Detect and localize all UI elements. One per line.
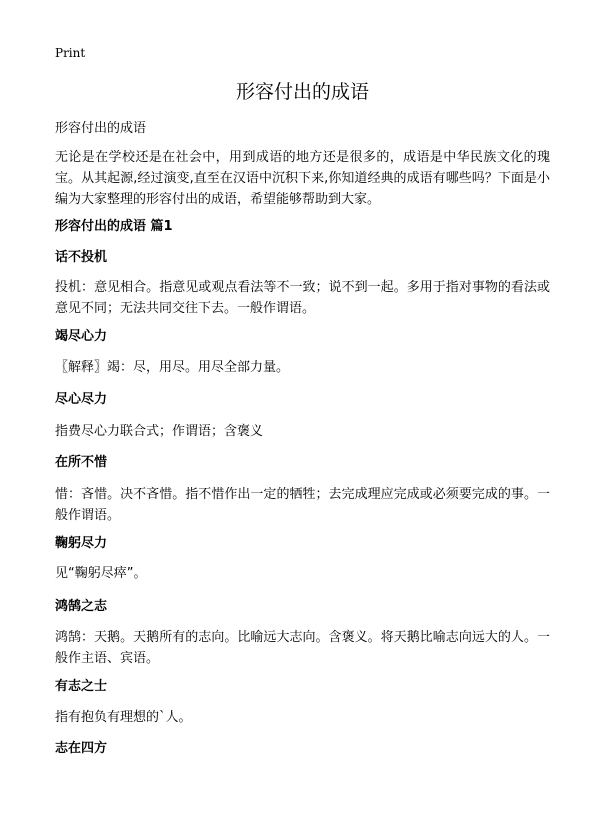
entry-term: 鸿鹄之志: [55, 599, 108, 614]
entry-term: 在所不惜: [55, 455, 108, 470]
entry-definition: 〖解释〗竭：尽，用尽。用尽全部力量。: [55, 360, 290, 375]
section-heading: 形容付出的成语 篇1: [55, 219, 173, 234]
print-link[interactable]: Print: [55, 46, 86, 60]
entry-term: 竭尽心力: [55, 329, 108, 344]
entry-term: 志在四方: [55, 741, 108, 756]
entry-definition: 见“鞠躬尽瘁”。: [55, 566, 147, 581]
page-title: 形容付出的成语: [235, 81, 369, 103]
entry-definition: 指费尽心力联合式；作谓语；含褒义: [55, 424, 264, 439]
entry-definition: 惜：吝惜。决不吝惜。指不惜作出一定的牺牲；去完成理应完成或必须要完成的事。一般作谓语。: [55, 487, 550, 523]
entry-term: 话不投机: [55, 250, 108, 265]
entry-definition: 鸿鹄：天鹅。天鹅所有的志向。比喻远大志向。含褒义。将天鹅比喻志向远大的人。一般作主语、宾语。: [55, 630, 550, 666]
entry-term: 尽心尽力: [55, 392, 108, 407]
entry-definition: 指有抱负有理想的`人。: [55, 710, 192, 725]
article-subtitle: 形容付出的成语: [55, 121, 147, 136]
entry-definition: 投机：意见相合。指意见或观点看法等不一致；说不到一起。多用于指对事物的看法或意见不同；无法共同交往下去。一般作谓语。: [55, 280, 550, 316]
entry-term: 鞠躬尽力: [55, 536, 108, 551]
entry-term: 有志之士: [55, 679, 108, 694]
intro-paragraph: 无论是在学校还是在社会中，用到成语的地方还是很多的，成语是中华民族文化的瑰宝。从其起源,经过演变,直至在汉语中沉积下来,你知道经典的成语有哪些吗？下面是小编为大家整理的形容付出的成语，希望能够帮助到大家。: [55, 150, 550, 207]
